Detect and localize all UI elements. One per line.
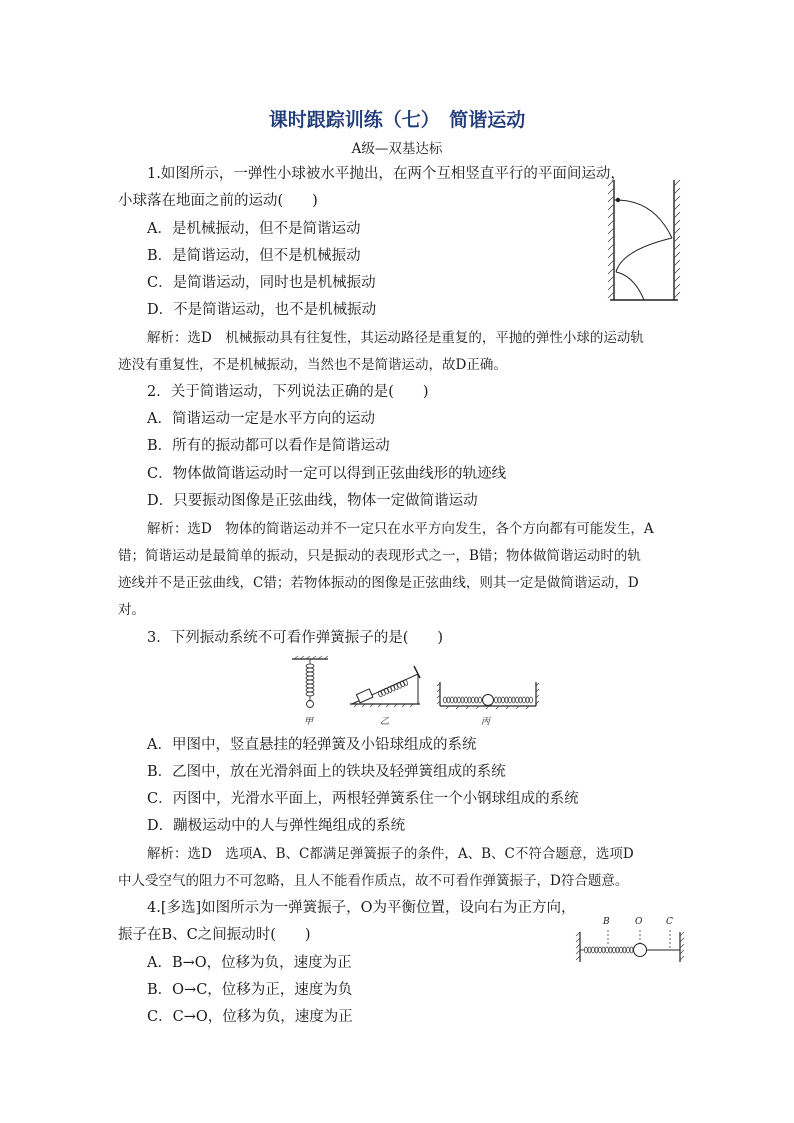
q3-option-c: C．丙图中，光滑水平面上，两根轻弹簧系住一个小钢球组成的系统	[147, 791, 579, 807]
figure-yi-incline-spring	[348, 656, 424, 710]
q4-option-c: C．C→O，位移为负，速度为正	[147, 1009, 353, 1025]
q4-option-a: A．B→O，位移为负，速度为正	[147, 955, 352, 971]
q3-option-a: A．甲图中，竖直悬挂的轻弹簧及小铅球组成的系统	[147, 737, 477, 753]
q2-stem: 2．关于简谐运动，下列说法正确的是( )	[147, 384, 429, 400]
q4-stem-line1: 4.[多选]如图所示为一弹簧振子，O为平衡位置，设向右为正方向，	[147, 900, 576, 916]
figure-spring-oscillator	[574, 928, 686, 964]
q3-stem: 3．下列振动系统不可看作弹簧振子的是( )	[147, 630, 444, 646]
q2-option-a: A．简谐运动一定是水平方向的运动	[147, 411, 375, 427]
q3-explanation-line2: 中人受空气的阻力不可忽略，且人不能看作质点，故不可看作弹簧振子，D符合题意。	[118, 873, 629, 889]
q1-stem-line1: 1.如图所示，一弹性小球被水平抛出，在两个互相竖直平行的平面间运动，	[147, 166, 625, 182]
q3-explanation-line1: 解析：选D 选项A、B、C都满足弹簧振子的条件，A、B、C不符合题意，选项D	[147, 846, 634, 862]
figure-jia-vertical-spring	[290, 656, 330, 712]
q1-option-c: C．是简谐运动，同时也是机械振动	[147, 275, 376, 291]
q3-option-d: D．蹦极运动中的人与弹性绳组成的系统	[147, 818, 406, 834]
q3-option-b: B．乙图中，放在光滑斜面上的铁块及轻弹簧组成的系统	[147, 764, 506, 780]
q2-option-c: C．物体做简谐运动时一定可以得到正弦曲线形的轨迹线	[147, 466, 507, 482]
q2-option-b: B．所有的振动都可以看作是简谐运动	[147, 438, 390, 454]
q1-stem-line2: 小球落在地面之前的运动( )	[118, 193, 318, 209]
q2-explanation-line2: 错；简谐运动是最简单的振动，只是振动的表现形式之一，B错；物体做简谐运动时的轨	[118, 548, 641, 564]
label-o: O	[635, 917, 643, 927]
q2-explanation-line3: 迹线并不是正弦曲线，C错；若物体振动的图像是正弦曲线，则其一定是做简谐运动，D	[118, 575, 639, 591]
q2-explanation-line4: 对。	[118, 602, 145, 618]
q4-stem-line2: 振子在B、C之间振动时( )	[118, 927, 311, 943]
q1-option-a: A．是机械振动，但不是简谐运动	[147, 221, 361, 237]
page-title: 课时跟踪训练（七） 简谐运动	[268, 109, 526, 131]
figure-label-yi: 乙	[380, 717, 390, 727]
q1-option-d: D．不是简谐运动，也不是机械振动	[147, 302, 377, 318]
figure-bouncing-ball	[604, 180, 686, 325]
label-b: B	[603, 917, 610, 927]
q1-explanation-line2: 迹没有重复性，不是机械振动，当然也不是简谐运动，故D正确。	[118, 357, 507, 373]
figure-bing-double-spring	[436, 680, 540, 710]
label-c: C	[666, 917, 673, 927]
figure-label-jia: 甲	[304, 717, 314, 727]
figure-label-bing: 丙	[481, 717, 491, 727]
q2-explanation-line1: 解析：选D 物体的简谐运动并不一定只在水平方向发生，各个方向都有可能发生，A	[147, 521, 654, 537]
q4-option-b: B．O→C，位移为正，速度为负	[147, 982, 353, 998]
q2-option-d: D．只要振动图像是正弦曲线，物体一定做简谐运动	[147, 493, 478, 509]
section-subtitle: A级—双基达标	[351, 141, 443, 157]
q1-option-b: B．是简谐运动，但不是机械振动	[147, 248, 361, 264]
q1-explanation-line1: 解析：选D 机械振动具有往复性，其运动路径是重复的，平抛的弹性小球的运动轨	[147, 330, 644, 346]
